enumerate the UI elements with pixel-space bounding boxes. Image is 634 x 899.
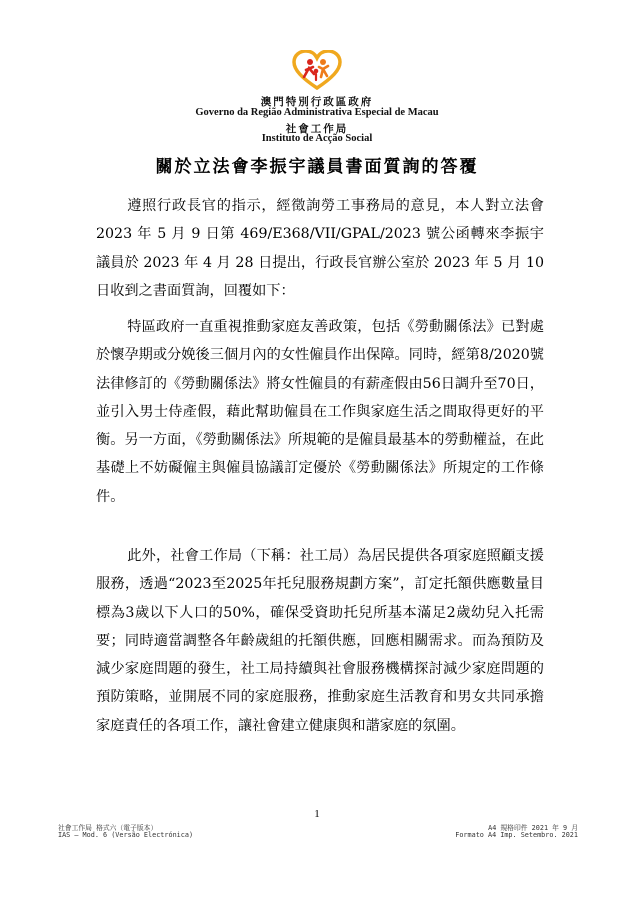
body-paragraph-3: 此外，社會工作局（下稱：社工局）為居民提供各項家庭照顧支援服務，透過“2023至2025年托兒服務規劃方案”，訂定托額供應數量目標為3歲以下人口的50%，確保受資助托兒所基本滿足2歲幼兒入托需要；同時適當調整各年齡歲組的托額供應，回應相關需求。而為預防及減少家庭問題的發生，社工局持續與社會服務機構探討減少家庭問題的預防策略，並開展不同的家庭服務，推動家庭生活教育和男女共同承擔家庭責任的各項工作，讓社會建立健康與和諧家庭的氛圍。	[96, 548, 544, 734]
page-number: 1	[314, 808, 320, 820]
footer-form-pt: IAS – Mod. 6 (Versão Electrónica)	[58, 831, 194, 839]
institute-name-pt: Instituto de Acção Social	[261, 133, 373, 144]
institute-name-zh: 社會工作局	[285, 124, 349, 135]
government-name-zh: 澳門特別行政區政府	[260, 97, 374, 108]
body-paragraph-1: 遵照行政長官的指示，經徵詢勞工事務局的意見，本人對立法會 2023 年 5 月 9 日第 469/E368/VII/GPAL/2023 號公函轉來李振宇議員於 2023 年 4 月 28 日提出，行政長官辦公室於 2023 年 5 月 10 日收到之書面質詢，回覆如下：	[96, 198, 544, 299]
government-name-pt: Governo da Região Administrativa Especial de Macau	[195, 107, 439, 118]
footer-line-2	[58, 831, 578, 839]
body-paragraph-2: 特區政府一直重視推動家庭友善政策，包括《勞動關係法》已對處於懷孕期或分娩後三個月內的女性僱員作出保障。同時，經第8/2020號法律修訂的《勞動關係法》將女性僱員的有薪產假由56日調升至70日，並引入男士侍產假，藉此幫助僱員在工作與家庭生活之間取得更好的平衡。另一方面，《勞動關係法》所規範的是僱員最基本的勞動權益，在此基礎上不妨礙僱主與僱員協議訂定優於《勞動關係法》所規定的工作條件。	[96, 319, 544, 505]
ias-logo	[292, 50, 342, 90]
document-title: 關於立法會李振宇議員書面質詢的答覆	[155, 157, 479, 177]
footer-print-zh: A4 規格印件 2021 年 9 月	[488, 824, 578, 832]
footer-form-zh: 社會工作局 格式六（電子版本）	[58, 824, 158, 832]
footer-print-pt: Formato A4 Imp. Setembro. 2021	[455, 831, 578, 839]
